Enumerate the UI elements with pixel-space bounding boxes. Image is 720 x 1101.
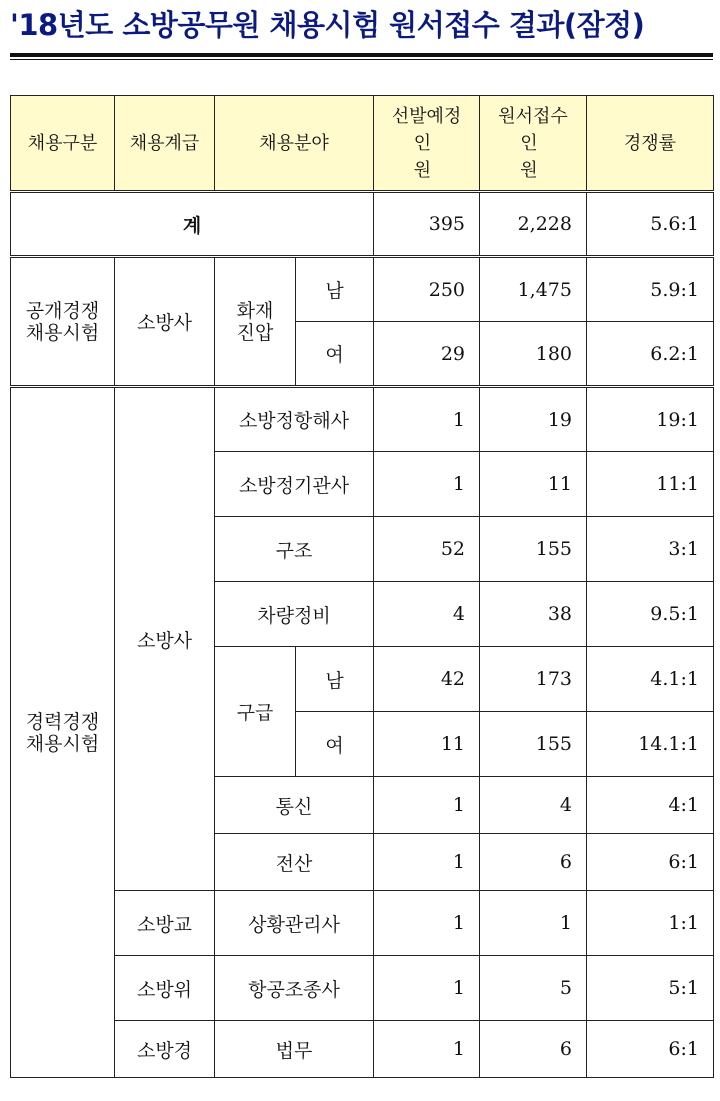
rescue-ratio: 14.1:1 [587, 712, 714, 777]
open-field [215, 257, 296, 387]
total-applied: 2,228 [480, 192, 587, 257]
open-applied: 1,475 [480, 257, 587, 322]
career-ratio: 6:1 [587, 1021, 714, 1078]
header-planned-line2: 인 원 [413, 132, 470, 181]
application-result-table [10, 95, 714, 1078]
header-applied-line2: 인 원 [520, 132, 576, 181]
open-sub: 여 [296, 322, 374, 387]
total-planned: 395 [374, 192, 480, 257]
career-rank-main: 소방사 [115, 387, 215, 891]
table-header-row [11, 96, 714, 192]
open-sub: 남 [296, 257, 374, 322]
table-row [11, 257, 714, 322]
open-category [11, 257, 115, 387]
header-planned [374, 96, 480, 192]
open-category-line2: 채용시험 [25, 321, 100, 344]
career-applied: 11 [480, 452, 587, 517]
open-ratio: 6.2:1 [587, 322, 714, 387]
rescue-ratio: 4.1:1 [587, 647, 714, 712]
rescue-applied: 155 [480, 712, 587, 777]
rescue-sub: 남 [296, 647, 374, 712]
career-field: 법무 [215, 1021, 374, 1078]
header-planned-line1: 선발예정 [391, 105, 462, 127]
career-planned: 52 [374, 517, 480, 582]
career-ratio: 9.5:1 [587, 582, 714, 647]
career-category-line2: 채용시험 [25, 732, 100, 755]
career-planned: 1 [374, 891, 480, 956]
open-field-line2: 진압 [236, 321, 274, 344]
open-category-line1: 공개경쟁 [25, 299, 100, 322]
open-applied: 180 [480, 322, 587, 387]
career-planned: 1 [374, 1021, 480, 1078]
career-field: 항공조종사 [215, 956, 374, 1021]
career-planned: 1 [374, 777, 480, 834]
header-rank: 채용계급 [115, 96, 215, 192]
career-planned: 1 [374, 452, 480, 517]
career-applied: 4 [480, 777, 587, 834]
rescue-field: 구급 [215, 647, 296, 777]
total-row [11, 192, 714, 257]
career-ratio: 1:1 [587, 891, 714, 956]
career-field: 전산 [215, 834, 374, 891]
career-field: 소방정기관사 [215, 452, 374, 517]
career-rank: 소방경 [115, 1021, 215, 1078]
career-planned: 4 [374, 582, 480, 647]
career-applied: 38 [480, 582, 587, 647]
document-title: '18년도 소방공무원 채용시험 원서접수 결과(잠정) [10, 8, 645, 42]
career-ratio: 3:1 [587, 517, 714, 582]
rescue-applied: 173 [480, 647, 587, 712]
career-ratio: 6:1 [587, 834, 714, 891]
career-ratio: 4:1 [587, 777, 714, 834]
career-field: 상황관리사 [215, 891, 374, 956]
table-row [11, 1021, 714, 1078]
rescue-planned: 11 [374, 712, 480, 777]
header-applied [480, 96, 587, 192]
career-field: 차량정비 [215, 582, 374, 647]
career-applied: 6 [480, 1021, 587, 1078]
title-rule-thick [10, 53, 713, 57]
career-applied: 5 [480, 956, 587, 1021]
career-category-line1: 경력경쟁 [25, 710, 100, 733]
table-row [11, 956, 714, 1021]
rescue-sub: 여 [296, 712, 374, 777]
career-rank: 소방위 [115, 956, 215, 1021]
career-planned: 1 [374, 834, 480, 891]
career-applied: 155 [480, 517, 587, 582]
career-category [11, 387, 115, 1078]
header-category: 채용구분 [11, 96, 115, 192]
career-applied: 19 [480, 387, 587, 452]
header-field: 채용분야 [215, 96, 374, 192]
table-row [11, 387, 714, 452]
title-rule-thin [10, 59, 713, 60]
career-applied: 1 [480, 891, 587, 956]
career-ratio: 19:1 [587, 387, 714, 452]
open-rank: 소방사 [115, 257, 215, 387]
open-planned: 250 [374, 257, 480, 322]
career-planned: 1 [374, 387, 480, 452]
header-applied-line1: 원서접수 [498, 105, 568, 127]
career-rank: 소방교 [115, 891, 215, 956]
header-ratio: 경쟁률 [587, 96, 714, 192]
career-field: 구조 [215, 517, 374, 582]
open-field-line1: 화재 [236, 299, 274, 322]
table-row [11, 891, 714, 956]
career-field: 통신 [215, 777, 374, 834]
total-label: 계 [11, 192, 374, 257]
total-ratio: 5.6:1 [587, 192, 714, 257]
open-planned: 29 [374, 322, 480, 387]
career-applied: 6 [480, 834, 587, 891]
career-ratio: 5:1 [587, 956, 714, 1021]
career-planned: 1 [374, 956, 480, 1021]
career-ratio: 11:1 [587, 452, 714, 517]
career-field: 소방정항해사 [215, 387, 374, 452]
rescue-planned: 42 [374, 647, 480, 712]
open-ratio: 5.9:1 [587, 257, 714, 322]
